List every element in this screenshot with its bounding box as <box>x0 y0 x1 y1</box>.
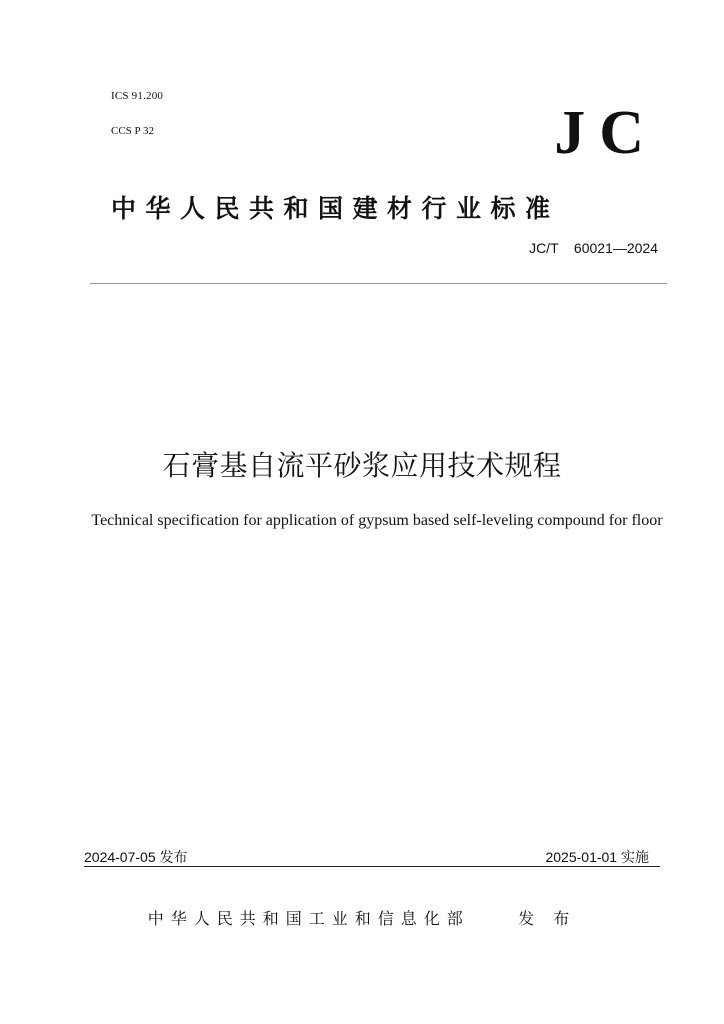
jc-logo: JC <box>554 99 658 167</box>
standard-number: JC/T 60021—2024 <box>529 240 658 256</box>
ics-code: ICS 91.200 <box>111 90 164 102</box>
implementation-date: 2025-01-01 实施 <box>545 849 649 865</box>
title-chinese: 石膏基自流平砂浆应用技术规程 <box>162 449 562 482</box>
footer-divider <box>84 866 660 867</box>
issue-date: 2024-07-05 发布 <box>84 849 188 865</box>
publisher: 中华人民共和国工业和信息化部 发 布 <box>147 909 577 928</box>
standard-category: 中华人民共和国建材行业标准 <box>111 194 560 223</box>
title-english: Technical specification for application of gypsum based self-leveling compound for floor <box>91 512 663 529</box>
header-divider <box>90 283 667 284</box>
ccs-code: CCS P 32 <box>111 125 155 137</box>
